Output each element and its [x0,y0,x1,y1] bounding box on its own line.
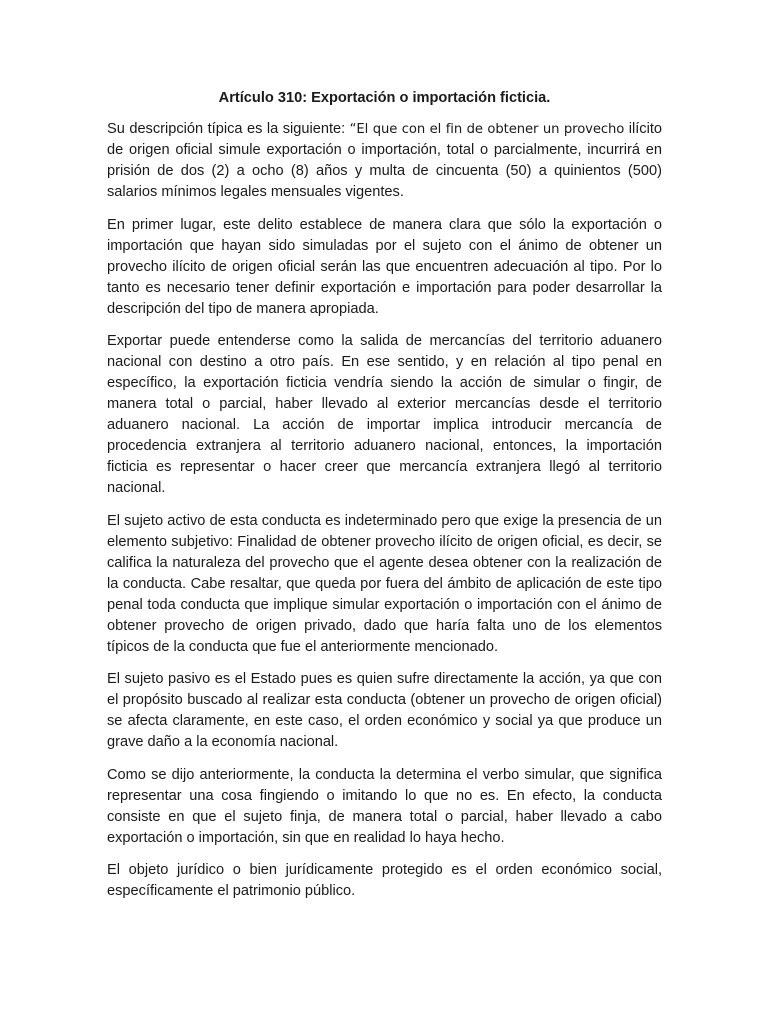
quoted-legal-text: “El que con el fin de obtener un provecho [349,122,625,137]
paragraph-lead: Su descripción típica es la siguiente: [107,121,350,137]
paragraph-conduct-verb: Como se dijo anteriormente, la conducta la determina el verbo simular, que significa representar una cosa fingiendo o imitando lo que no es. En efecto, la conducta consiste en que el sujeto finja, de manera total o parcial, haber llevado a cabo exportación o importación, sin que en realidad lo haya hecho. [107,766,662,846]
paragraph-first-place: En primer lugar, este delito establece de manera clara que sólo la exportación o importación que hayan sido simuladas por el sujeto con el ánimo de obtener un provecho ilícito de origen oficial serán las que encuentren adecuación al tipo. Por lo tanto es necesario tener definir exportación e importación para poder desarrollar la descripción del tipo de manera apropiada. [107,216,662,317]
paragraph-export-definition: Exportar puede entenderse como la salida de mercancías del territorio aduanero nacional con destino a otro país. En ese sentido, y en relación al tipo penal en específico, la exportación ficticia vendría siendo la acción de simular o fingir, de manera total o parcial, haber llevado al exterior mercancías desde el territorio aduanero nacional. La acción de importar implica introducir mercancía de procedencia extranjera al territorio aduanero nacional, entonces, la importación ficticia es representar o hacer creer que mercancía extranjera llegó al territorio nacional. [107,333,662,496]
article-title: Artículo 310: Exportación o importación ficticia. [218,90,551,106]
paragraph-passive-subject: El sujeto pasivo es el Estado pues es quien sufre directamente la acción, ya que con el propósito buscado al realizar esta conducta (obtener un provecho de origen oficial) se afecta claramente, en este caso, el orden económico y social ya que produce un grave daño a la economía nacional. [107,671,662,750]
paragraph-active-subject: El sujeto activo de esta conducta es indeterminado pero que exige la presencia de un elemento subjetivo: Finalidad de obtener provecho ilícito de origen oficial, es decir, se califica la naturaleza del provecho que el agente desea obtener con la realización de la conducta. Cabe resaltar, que queda por fuera del ámbito de aplicación de este tipo penal toda conducta que implique simular exportación o importación con el ánimo de obtener provecho de origen privado, dado que haría falta uno de los elementos típicos de la conducta que fue el anteriormente mencionado. [107,512,662,655]
paragraph-legal-object: El objeto jurídico o bien jurídicamente protegido es el orden económico social, específicamente el patrimonio público. [107,862,662,899]
document-body [107,88,662,914]
paragraph-continuation: ilícito de origen oficial simule exportación o importación, total o parcialmente, incurrirá en prisión de dos (2) a ocho (8) años y multa de cincuenta (50) a quinientos (500) salarios mínimos legales mensuales vigentes. [107,121,662,200]
paragraph-typical-description [107,119,662,203]
